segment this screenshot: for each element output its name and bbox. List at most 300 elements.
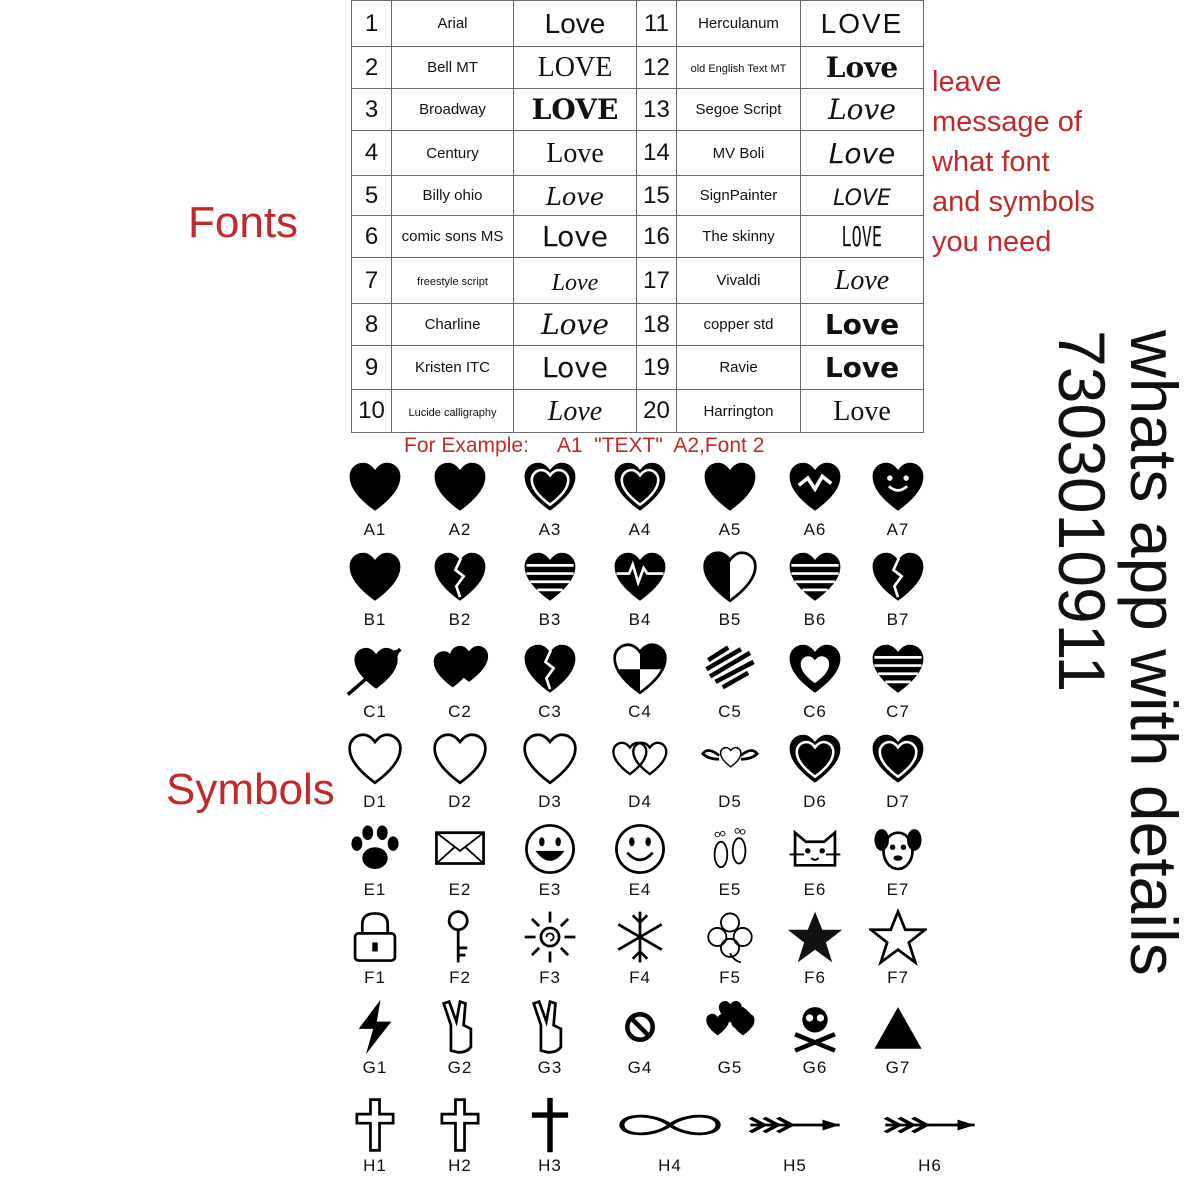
symbol-code: F1	[364, 968, 386, 987]
two-hearts-icon	[431, 642, 489, 700]
clover-outline-icon	[701, 908, 759, 966]
star-filled-icon	[786, 908, 844, 966]
font-name	[677, 258, 801, 304]
font-name-text: MV Boli	[712, 144, 765, 162]
font-number-text: 1	[364, 9, 379, 37]
font-sample-text: LOVE	[537, 52, 613, 83]
footprints-icon	[701, 820, 759, 878]
font-sample	[801, 390, 924, 433]
dog-face-icon	[869, 820, 927, 878]
font-sample-text: Love	[545, 182, 605, 211]
symbol-code: C7	[886, 702, 910, 721]
symbol-item	[863, 642, 933, 722]
symbol-item	[695, 732, 765, 812]
symbol-code: H4	[658, 1156, 682, 1175]
symbol-item	[515, 998, 585, 1078]
symbol-item	[695, 908, 765, 988]
key-icon	[431, 908, 489, 966]
symbol-code: D5	[718, 792, 742, 811]
symbol-code: C1	[363, 702, 387, 721]
symbol-item	[340, 820, 410, 900]
font-sample	[801, 176, 924, 216]
symbol-item	[863, 998, 933, 1078]
broken-heart-icon	[869, 550, 927, 608]
symbol-item	[695, 550, 765, 630]
font-sample	[514, 216, 637, 258]
font-name-text: copper std	[703, 316, 774, 333]
font-name	[677, 346, 801, 390]
font-sample-text: Love	[547, 395, 603, 427]
font-number-text: 2	[364, 53, 379, 81]
font-number-text: 11	[644, 9, 669, 37]
triangle-icon	[869, 998, 927, 1056]
heart-striped-icon	[786, 550, 844, 608]
no-sign-icon	[611, 998, 669, 1056]
font-name	[677, 176, 801, 216]
symbol-item	[340, 908, 410, 988]
heart-outline-icon	[521, 732, 579, 790]
symbol-item	[605, 460, 675, 540]
symbol-item	[340, 460, 410, 540]
font-row	[352, 1, 924, 47]
font-sample-text: Love	[828, 136, 896, 170]
symbol-item	[425, 908, 495, 988]
symbol-code: F4	[629, 968, 651, 987]
symbol-code: G5	[717, 1058, 743, 1077]
font-name	[677, 89, 801, 131]
font-number	[352, 47, 392, 89]
symbol-item	[340, 1096, 410, 1176]
font-number-text: 9	[364, 353, 379, 381]
heart-double-outline-icon	[869, 732, 927, 790]
heart-zigzag-icon	[786, 460, 844, 518]
font-name	[677, 1, 801, 47]
symbol-code: H3	[538, 1156, 562, 1175]
heart-icon	[431, 460, 489, 518]
symbol-item	[605, 820, 675, 900]
font-number	[352, 304, 392, 346]
font-row	[352, 131, 924, 176]
font-row	[352, 304, 924, 346]
font-number-text: 5	[364, 181, 379, 209]
font-row	[352, 89, 924, 131]
symbol-item	[340, 550, 410, 630]
heart-striped-icon	[869, 642, 927, 700]
font-sample	[514, 258, 637, 304]
font-number	[352, 216, 392, 258]
symbol-code: H6	[918, 1156, 942, 1175]
font-sample	[514, 89, 637, 131]
font-sample	[514, 304, 637, 346]
font-sample-text: Love	[551, 269, 599, 296]
font-name-text: old English Text MT	[690, 63, 787, 75]
heart-double-outline-icon	[786, 732, 844, 790]
font-sample	[801, 258, 924, 304]
symbol-code: B1	[363, 610, 387, 629]
symbol-code: A7	[886, 520, 910, 539]
font-sample	[801, 131, 924, 176]
font-sample	[514, 1, 637, 47]
symbol-code: A1	[363, 520, 387, 539]
symbol-item	[425, 550, 495, 630]
symbol-item	[735, 1096, 855, 1176]
cross-outline-icon	[431, 1096, 489, 1154]
font-sample	[514, 390, 637, 433]
symbol-item	[780, 732, 850, 812]
font-number-text: 12	[643, 53, 670, 81]
symbol-item	[695, 998, 765, 1078]
font-sample	[801, 304, 924, 346]
symbol-item	[515, 550, 585, 630]
symbol-code: G7	[885, 1058, 911, 1077]
font-sample-text: Love	[824, 351, 900, 384]
symbol-code: B4	[628, 610, 652, 629]
font-number	[637, 89, 677, 131]
symbol-code: B7	[886, 610, 910, 629]
example-note: For Example: A1 "TEXT" A2,Font 2	[404, 434, 765, 457]
symbol-item	[515, 460, 585, 540]
font-sample	[514, 346, 637, 390]
font-sample	[514, 47, 637, 89]
symbol-code: F5	[719, 968, 741, 987]
font-name-text: Century	[426, 144, 479, 162]
font-number-text: 13	[643, 95, 670, 123]
symbol-code: F3	[539, 968, 561, 987]
symbol-code: C4	[628, 702, 652, 721]
font-number-text: 14	[643, 139, 670, 166]
symbol-code: B6	[803, 610, 827, 629]
symbol-code: E7	[886, 880, 910, 899]
heart-quartered-icon	[611, 642, 669, 700]
font-name	[392, 1, 514, 47]
symbol-code: D1	[363, 792, 387, 811]
symbol-code: E2	[448, 880, 472, 899]
font-sample	[801, 216, 924, 258]
symbol-code: E5	[718, 880, 742, 899]
font-name-text: freestyle script	[417, 276, 488, 288]
font-number-text: 20	[643, 397, 670, 424]
font-name-text: The skinny	[702, 228, 775, 245]
font-number	[352, 1, 392, 47]
symbol-item	[780, 998, 850, 1078]
font-number	[637, 216, 677, 258]
font-number-text: 17	[643, 266, 670, 294]
snowflake-icon	[611, 908, 669, 966]
font-number-text: 4	[364, 139, 379, 166]
symbol-code: G6	[802, 1058, 828, 1077]
font-number-text: 6	[364, 222, 379, 250]
font-name	[392, 390, 514, 433]
font-name	[677, 216, 801, 258]
font-number	[637, 304, 677, 346]
font-sample-text: Love	[825, 51, 899, 84]
heart-outline-icon	[346, 732, 404, 790]
font-number-text: 16	[643, 222, 670, 250]
symbol-code: C5	[718, 702, 742, 721]
font-name	[392, 346, 514, 390]
font-sample-text: Love	[541, 308, 609, 341]
peace-hand-icon	[431, 998, 489, 1056]
font-name-text: Vivaldi	[716, 272, 761, 289]
font-number	[352, 258, 392, 304]
envelope-icon	[431, 820, 489, 878]
symbol-code: G3	[537, 1058, 563, 1077]
broken-heart-icon	[521, 642, 579, 700]
font-sample-text: Love	[828, 93, 896, 126]
font-name	[677, 390, 801, 433]
font-name-text: Ravie	[719, 359, 758, 376]
font-sample-text: Love	[824, 308, 900, 341]
font-sample-text: LOVE	[841, 220, 883, 253]
symbol-code: H1	[363, 1156, 387, 1175]
font-name	[392, 258, 514, 304]
font-number-text: 15	[643, 181, 670, 209]
heart-smile-icon	[869, 460, 927, 518]
half-heart-icon	[701, 550, 759, 608]
font-name-text: Billy ohio	[422, 187, 483, 204]
symbol-code: F2	[449, 968, 471, 987]
font-name	[392, 47, 514, 89]
font-sample-text: Love	[544, 7, 606, 39]
symbol-item	[695, 460, 765, 540]
font-sample-text: LOVE	[820, 7, 904, 39]
symbol-item	[780, 642, 850, 722]
symbol-item	[605, 908, 675, 988]
symbol-code: G2	[447, 1058, 473, 1077]
symbol-item	[780, 820, 850, 900]
symbol-code: D3	[538, 792, 562, 811]
heart-double-outline-icon	[521, 460, 579, 518]
font-number-text: 8	[364, 310, 379, 338]
sun-icon	[521, 908, 579, 966]
font-number-text: 7	[364, 266, 379, 294]
font-number	[352, 390, 392, 433]
font-sample	[801, 1, 924, 47]
symbol-item	[863, 550, 933, 630]
font-number-text: 3	[364, 95, 379, 123]
font-table	[351, 0, 924, 433]
heart-icon	[346, 460, 404, 518]
symbol-code: B2	[448, 610, 472, 629]
whatsapp-line: whats app with details	[1117, 330, 1191, 976]
star-outline-icon	[869, 908, 927, 966]
font-number-text: 18	[643, 310, 670, 338]
symbol-code: A3	[538, 520, 562, 539]
font-sample	[514, 176, 637, 216]
whatsapp-number: 7303010911	[1045, 330, 1119, 693]
symbol-code: F6	[804, 968, 826, 987]
font-row	[352, 176, 924, 216]
font-name-text: Bell MT	[427, 59, 478, 76]
font-row	[352, 346, 924, 390]
font-number	[637, 1, 677, 47]
font-name-text: Lucide calligraphy	[408, 406, 497, 419]
font-sample-text: Love	[541, 351, 609, 384]
font-name-text: Broadway	[419, 101, 486, 118]
symbol-item	[863, 732, 933, 812]
heart-arrow-icon	[346, 642, 404, 700]
symbol-item	[610, 1096, 730, 1176]
symbol-item	[515, 820, 585, 900]
font-sample-text: Love	[833, 395, 891, 427]
font-number	[352, 176, 392, 216]
symbol-code: E3	[538, 880, 562, 899]
smiley-open-icon	[521, 820, 579, 878]
symbol-code: D2	[448, 792, 472, 811]
symbol-code: C6	[803, 702, 827, 721]
font-number	[637, 258, 677, 304]
symbol-code: D6	[803, 792, 827, 811]
symbol-item	[605, 550, 675, 630]
symbol-item	[425, 642, 495, 722]
cross-icon	[521, 1096, 579, 1154]
symbol-code: B5	[718, 610, 742, 629]
font-row	[352, 216, 924, 258]
font-number	[637, 390, 677, 433]
infinity-love-icon	[615, 1096, 725, 1154]
font-row	[352, 390, 924, 433]
heart-striped-icon	[521, 550, 579, 608]
font-name	[677, 131, 801, 176]
font-name-text: Harrington	[703, 402, 774, 420]
two-hearts-outline-icon	[611, 732, 669, 790]
winged-heart-icon	[701, 732, 759, 790]
symbols-heading: Symbols	[166, 765, 335, 814]
symbol-item	[780, 908, 850, 988]
symbol-item	[605, 642, 675, 722]
lightning-icon	[346, 998, 404, 1056]
heart-scribble-icon	[701, 642, 759, 700]
symbol-item	[515, 642, 585, 722]
symbol-item	[340, 642, 410, 722]
symbol-code: A4	[628, 520, 652, 539]
peace-hand-icon	[521, 998, 579, 1056]
symbol-item	[605, 732, 675, 812]
font-number-text: 10	[358, 397, 385, 424]
symbol-code: A5	[718, 520, 742, 539]
arrow-feathered-icon	[740, 1096, 850, 1154]
symbol-code: A2	[448, 520, 472, 539]
whatsapp-contact	[1046, 330, 1190, 1190]
heart-icon	[346, 550, 404, 608]
symbol-item	[425, 1096, 495, 1176]
font-number	[637, 47, 677, 89]
symbol-item	[695, 642, 765, 722]
heart-icon	[701, 460, 759, 518]
heart-thick-outline-icon	[786, 642, 844, 700]
broken-heart-icon	[431, 550, 489, 608]
skull-crossbones-icon	[786, 998, 844, 1056]
symbol-code: D4	[628, 792, 652, 811]
symbol-code: E6	[803, 880, 827, 899]
symbol-item	[695, 820, 765, 900]
font-name-text: Charline	[424, 316, 481, 333]
symbol-code: B3	[538, 610, 562, 629]
font-name	[677, 304, 801, 346]
cat-face-icon	[786, 820, 844, 878]
symbol-code: A6	[803, 520, 827, 539]
symbol-item	[870, 1096, 990, 1176]
symbol-code: H2	[448, 1156, 472, 1175]
font-sample-text: LOVE	[833, 185, 891, 211]
symbol-code: D7	[886, 792, 910, 811]
cross-outline-icon	[346, 1096, 404, 1154]
fonts-heading: Fonts	[188, 198, 299, 247]
font-number	[352, 346, 392, 390]
font-name-text: Arial	[437, 15, 468, 32]
font-row	[352, 47, 924, 89]
symbol-item	[515, 732, 585, 812]
font-number	[352, 131, 392, 176]
symbol-code: C3	[538, 702, 562, 721]
symbol-item	[780, 460, 850, 540]
smiley-icon	[611, 820, 669, 878]
arrow-feathered-icon	[875, 1096, 985, 1154]
symbol-code: G4	[627, 1058, 653, 1077]
font-number	[637, 346, 677, 390]
font-number	[637, 131, 677, 176]
symbol-item	[515, 908, 585, 988]
symbol-code: C2	[448, 702, 472, 721]
font-name	[392, 89, 514, 131]
symbol-item	[425, 820, 495, 900]
font-sample-text: Love	[546, 137, 604, 169]
font-sample-text: LOVE	[531, 93, 619, 126]
font-name-text: Segoe Script	[695, 101, 782, 118]
heart-outline-icon	[431, 732, 489, 790]
symbol-code: F7	[887, 968, 909, 987]
symbol-code: E4	[628, 880, 652, 899]
symbol-code: H5	[783, 1156, 807, 1175]
symbol-item	[863, 820, 933, 900]
font-name-text: Kristen ITC	[414, 359, 490, 376]
font-sample-text: Love	[834, 265, 890, 296]
symbol-item	[425, 998, 495, 1078]
font-sample	[514, 131, 637, 176]
font-name-text: Herculanum	[698, 15, 779, 32]
four-leaf-clover-icon	[701, 998, 759, 1056]
symbol-item	[515, 1096, 585, 1176]
font-name-text: SignPainter	[699, 187, 778, 204]
symbol-item	[780, 550, 850, 630]
paw-icon	[346, 820, 404, 878]
symbol-item	[340, 998, 410, 1078]
font-sample	[801, 89, 924, 131]
font-sample-text: Love	[541, 220, 609, 253]
font-number	[352, 89, 392, 131]
padlock-icon	[346, 908, 404, 966]
font-name	[392, 216, 514, 258]
font-name	[392, 131, 514, 176]
symbol-item	[863, 908, 933, 988]
symbol-item	[863, 460, 933, 540]
symbol-item	[605, 998, 675, 1078]
symbol-code: E1	[363, 880, 387, 899]
font-sample	[801, 47, 924, 89]
symbol-code: G1	[362, 1058, 388, 1077]
symbol-item	[425, 460, 495, 540]
heart-heartbeat-icon	[611, 550, 669, 608]
font-name	[392, 304, 514, 346]
font-number-text: 19	[643, 353, 670, 381]
font-number	[637, 176, 677, 216]
font-row	[352, 258, 924, 304]
symbol-item	[340, 732, 410, 812]
heart-double-outline-icon	[611, 460, 669, 518]
font-name-text: comic sons MS	[401, 228, 504, 245]
font-name	[677, 47, 801, 89]
symbol-item	[425, 732, 495, 812]
